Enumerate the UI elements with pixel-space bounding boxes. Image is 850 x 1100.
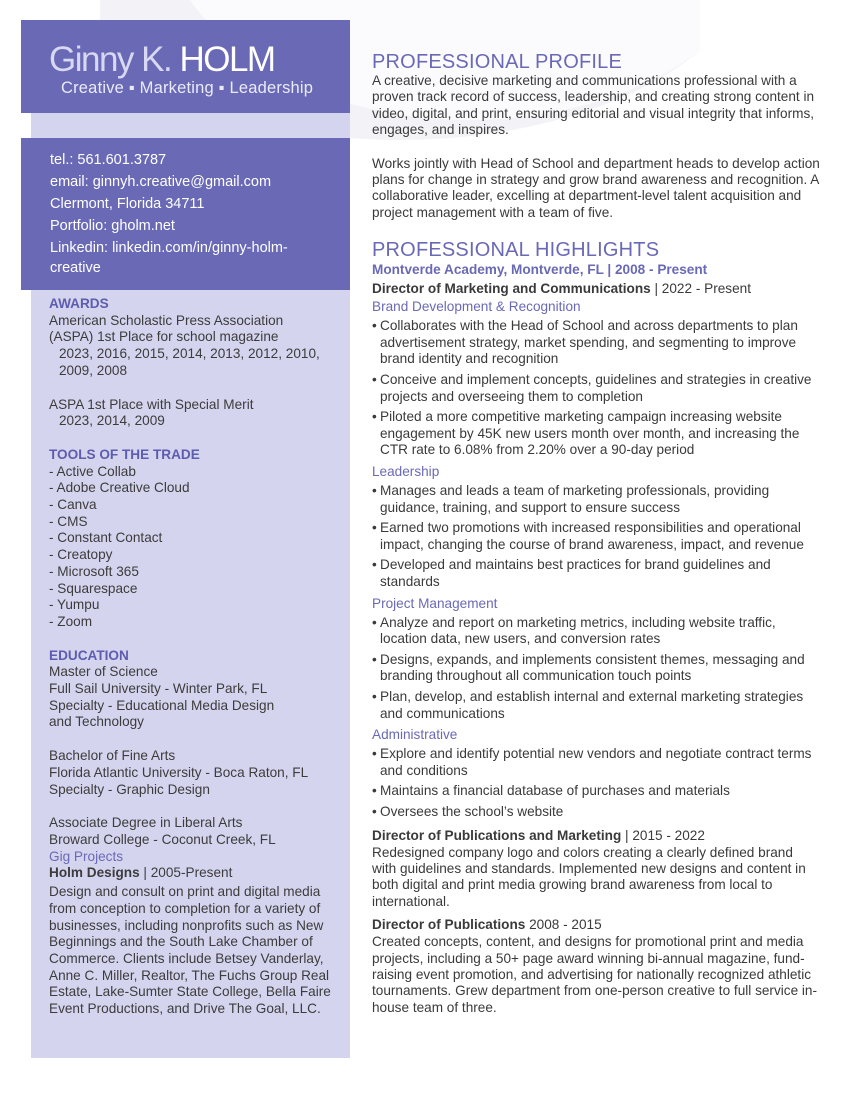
award-years: 2009, 2008 bbox=[59, 362, 128, 378]
role-title-row bbox=[372, 280, 820, 298]
role-description: Created concepts, content, and designs for promotional print and media projects, including a 50+ page award winning bi-annual magazine, fund-raising event promotion, and advertising for nationally recognized athletic tournaments. Grew department from one-person creative to full service in-house team of three. bbox=[372, 934, 818, 1015]
bullet-list bbox=[372, 483, 820, 591]
list-item: • Manages and leads a team of marketing professionals, providing guidance, training, and support to ensure success bbox=[372, 483, 820, 516]
specialty: and Technology bbox=[49, 714, 144, 730]
tool-item: - Creatopy bbox=[49, 547, 113, 563]
tool-item: - Yumpu bbox=[49, 597, 100, 613]
list-item: • Oversees the school’s website bbox=[372, 804, 820, 821]
list-item: • Earned two promotions with increased responsibilities and operational impact, changing the course of brand awareness, impact, and revenue bbox=[372, 520, 820, 553]
role-period: 2008 - 2015 bbox=[525, 917, 602, 933]
profile-heading: PROFESSIONAL PROFILE bbox=[372, 51, 622, 73]
school: Florida Atlantic University - Boca Raton, FL bbox=[49, 764, 309, 780]
tool-item: - Active Collab bbox=[49, 463, 136, 479]
highlights-heading: PROFESSIONAL HIGHLIGHTS bbox=[372, 239, 660, 262]
specialty: Specialty - Educational Media Design bbox=[49, 697, 275, 713]
tool-item: - CMS bbox=[49, 513, 88, 529]
list-item: • Conceive and implement concepts, guidelines and strategies in creative projects and overseeing them to completion bbox=[372, 372, 820, 405]
tool-item: - Constant Contact bbox=[49, 530, 163, 546]
degree: Associate Degree in Liberal Arts bbox=[49, 815, 243, 831]
profile-para: A creative, decisive marketing and communications professional with a proven track record of success, leadership, and creating strong content in video, digital, and print, ensuring editorial and visual integrity that informs, engages, and inspires. bbox=[372, 73, 815, 138]
list-item: • Maintains a financial database of purchases and materials bbox=[372, 783, 820, 800]
section-title: Leadership bbox=[372, 464, 440, 479]
list-item: • Analyze and report on marketing metrics, including website traffic, location data, new users, and conversion rates bbox=[372, 615, 820, 648]
list-item: • Piloted a more competitive marketing campaign increasing website engagement by 45K new users month over month, and increasing the CTR rate to 6.08% from 2.20% over a 90-day period bbox=[372, 409, 820, 459]
role-title-row bbox=[372, 827, 820, 845]
role-title: Director of Publications bbox=[372, 917, 526, 933]
gig-company: Holm Designs bbox=[49, 865, 140, 881]
award-line: ASPA 1st Place with Special Merit bbox=[49, 396, 254, 412]
portfolio-link[interactable]: Portfolio: gholm.net bbox=[50, 218, 175, 234]
tool-item: - Zoom bbox=[49, 613, 93, 629]
last-name: HOLM bbox=[179, 40, 275, 79]
profile-para: Works jointly with Head of School and department heads to develop action plans for change in strategy and grow brand awareness and recognition. A collaborative leader, excelling at department-level talent acquisition and project management with a team of five. bbox=[372, 155, 820, 220]
role-period: | 2022 - Present bbox=[650, 281, 751, 297]
education-heading: EDUCATION bbox=[49, 647, 129, 663]
first-name: Ginny K. bbox=[49, 40, 172, 79]
school: Full Sail University - Winter Park, FL bbox=[49, 681, 268, 697]
linkedin-link[interactable]: Linkedin: linkedin.com/in/ginny-holm- bbox=[50, 240, 288, 256]
gig-heading: Gig Projects bbox=[49, 848, 124, 864]
specialty: Specialty - Graphic Design bbox=[49, 781, 210, 797]
award-line: (ASPA) 1st Place for school magazine bbox=[49, 329, 279, 345]
list-item: • Designs, expands, and implements consistent themes, messaging and branding throughout all communication touch points bbox=[372, 652, 820, 685]
tools-heading: TOOLS OF THE TRADE bbox=[49, 446, 200, 462]
awards-heading: AWARDS bbox=[49, 296, 109, 311]
tool-item: - Microsoft 365 bbox=[49, 563, 139, 579]
name-header bbox=[21, 20, 350, 113]
tagline: Creative ▪ Marketing ▪ Leadership bbox=[61, 79, 314, 97]
list-item: • Collaborates with the Head of School and across departments to plan advertisement strategy, market spending, and segmenting to improve brand identity and recognition bbox=[372, 318, 820, 368]
location: Clermont, Florida 34711 bbox=[50, 196, 205, 212]
bullet-list bbox=[372, 318, 820, 459]
list-item: • Explore and identify potential new vendors and negotiate contract terms and conditions bbox=[372, 746, 820, 779]
degree: Master of Science bbox=[49, 664, 158, 680]
list-item: • Plan, develop, and establish internal and external marketing strategies and communications bbox=[372, 689, 820, 722]
role-title: Director of Publications and Marketing bbox=[372, 827, 622, 843]
candidate-name bbox=[49, 40, 275, 80]
gig-period: | 2005-Present bbox=[139, 865, 233, 881]
main-content bbox=[372, 51, 820, 1016]
section-title: Project Management bbox=[372, 595, 498, 611]
role-title: Director of Marketing and Communications bbox=[372, 281, 651, 297]
phone: tel.: 561.601.3787 bbox=[50, 152, 167, 168]
linkedin-link-cont[interactable]: creative bbox=[50, 260, 101, 276]
school: Broward College - Coconut Creek, FL bbox=[49, 831, 276, 847]
bullet-list bbox=[372, 746, 820, 820]
sidebar-content bbox=[49, 296, 344, 1018]
contact-block bbox=[21, 138, 350, 290]
bullet-list bbox=[372, 615, 820, 723]
award-years: 2023, 2016, 2015, 2014, 2013, 2012, 2010, bbox=[59, 346, 320, 362]
degree: Bachelor of Fine Arts bbox=[49, 748, 176, 764]
tool-item: - Squarespace bbox=[49, 580, 138, 596]
section-title: Brand Development & Recognition bbox=[372, 299, 581, 315]
employer: Montverde Academy, Montverde, FL | 2008 - Present bbox=[372, 262, 708, 278]
gig-description: Design and consult on print and digital media from conception to completion for a variety of businesses, including nonprofits such as New Beginnings and the South Lake Chamber of Commerce. Clients include Betsey Vanderlay, Anne C. Miller, Realtor, The Fuchs Group Real Estate, Lake-Sumter State College, Bella Faire Event Productions, and Drive The Goal, LLC. bbox=[49, 884, 331, 1017]
section-title: Administrative bbox=[372, 727, 458, 743]
role-period: | 2015 - 2022 bbox=[621, 827, 705, 843]
award-years: 2023, 2014, 2009 bbox=[59, 413, 165, 429]
tool-item: - Adobe Creative Cloud bbox=[49, 480, 190, 496]
role-title-row bbox=[372, 916, 820, 934]
list-item: • Developed and maintains best practices for brand guidelines and standards bbox=[372, 557, 820, 590]
award-line: American Scholastic Press Association bbox=[49, 312, 284, 328]
email-link[interactable]: email: ginnyh.creative@gmail.com bbox=[50, 174, 272, 190]
tool-item: - Canva bbox=[49, 497, 97, 513]
role-description: Redesigned company logo and colors creating a clearly defined brand with guidelines and standards. Implemented new designs and content in both digital and print media growing brand awareness from local to international. bbox=[372, 844, 806, 909]
